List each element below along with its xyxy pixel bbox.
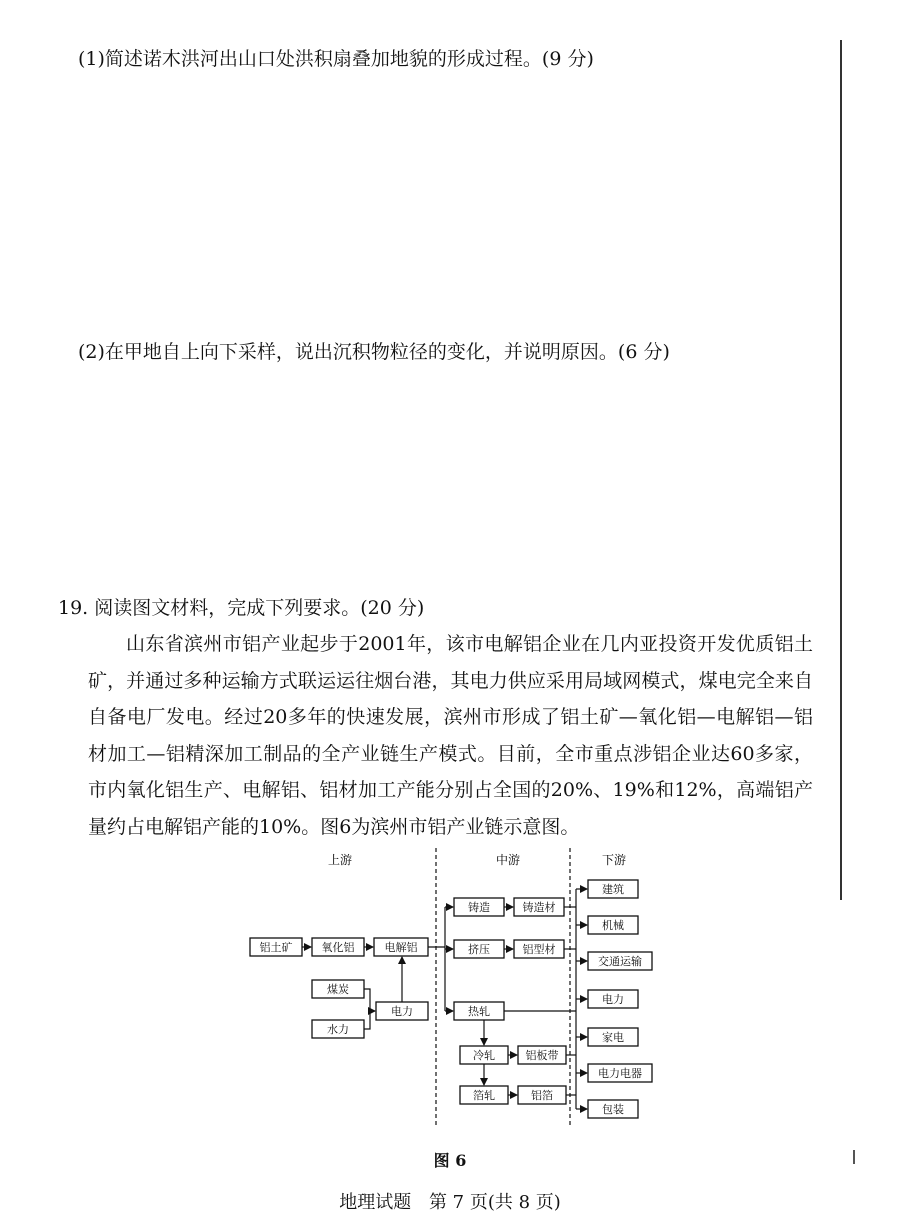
question-19-material: 山东省滨州市铝产业起步于2001年，该市电解铝企业在几内亚投资开发优质铝土矿，并通过多种运输方式联运运往烟台港，其电力供应采用局域网模式，煤电完全来自自备电厂发电。经过20多年的快速发展，滨州市形成了铝土矿—氧化铝—电解铝—铝材加工—铝精深加工制品的全产业链生产模式。目前，全市重点涉铝企业达60多家，市内氧化铝生产、电解铝、铝材加工产能分别占全国的20%、19%和12%，高端铝产量约占电解铝产能的10%。图6为滨州市铝产业链示意图。 xyxy=(88,633,813,838)
node-electrolytic-aluminum: 电解铝 xyxy=(384,941,418,954)
question-18-part-2: (2)在甲地自上向下采样，说出沉积物粒径的变化，并说明原因。(6 分) xyxy=(78,341,670,363)
node-packaging: 包装 xyxy=(602,1103,624,1116)
node-coal: 煤炭 xyxy=(327,983,349,996)
question-19-title: 19. 阅读图文材料，完成下列要求。(20 分) xyxy=(58,597,425,619)
label-upstream: 上游 xyxy=(327,853,353,867)
margin-rule xyxy=(840,40,842,900)
node-foil-rolling: 箔轧 xyxy=(473,1089,495,1102)
node-alumina: 氧化铝 xyxy=(321,941,355,954)
footer-subject: 地理试题 xyxy=(339,1192,412,1213)
figure-caption: 图 6 xyxy=(433,1151,467,1170)
node-electricity: 电力 xyxy=(391,1005,413,1018)
node-cold-rolling: 冷轧 xyxy=(473,1049,495,1062)
scan-mark xyxy=(853,1150,855,1164)
label-downstream: 下游 xyxy=(601,853,627,867)
label-midstream: 中游 xyxy=(495,853,521,867)
node-electrical-equipment: 电力电器 xyxy=(598,1067,642,1080)
node-profile: 铝型材 xyxy=(522,943,556,956)
node-casting: 铸造 xyxy=(468,901,490,914)
node-bauxite: 铝土矿 xyxy=(259,941,293,954)
node-construction: 建筑 xyxy=(602,883,624,896)
footer-page-number: 第 7 页(共 8 页) xyxy=(428,1192,561,1213)
node-water-power: 水力 xyxy=(327,1023,349,1036)
node-extrusion: 挤压 xyxy=(468,943,490,956)
node-foil: 铝箔 xyxy=(531,1089,553,1102)
node-home-appliances: 家电 xyxy=(602,1031,624,1044)
node-cast-material: 铸造材 xyxy=(522,901,556,914)
node-transport: 交通运输 xyxy=(598,955,642,968)
node-hot-rolling: 热轧 xyxy=(468,1005,490,1018)
page-footer xyxy=(0,1188,900,1214)
node-machinery: 机械 xyxy=(602,919,624,932)
question-18-part-1: (1)简述诺木洪河出山口处洪积扇叠加地貌的形成过程。(9 分) xyxy=(78,48,594,70)
node-power-industry: 电力 xyxy=(602,993,624,1006)
aluminum-industry-chain-diagram xyxy=(240,848,680,1138)
node-plate-strip: 铝板带 xyxy=(525,1049,559,1062)
